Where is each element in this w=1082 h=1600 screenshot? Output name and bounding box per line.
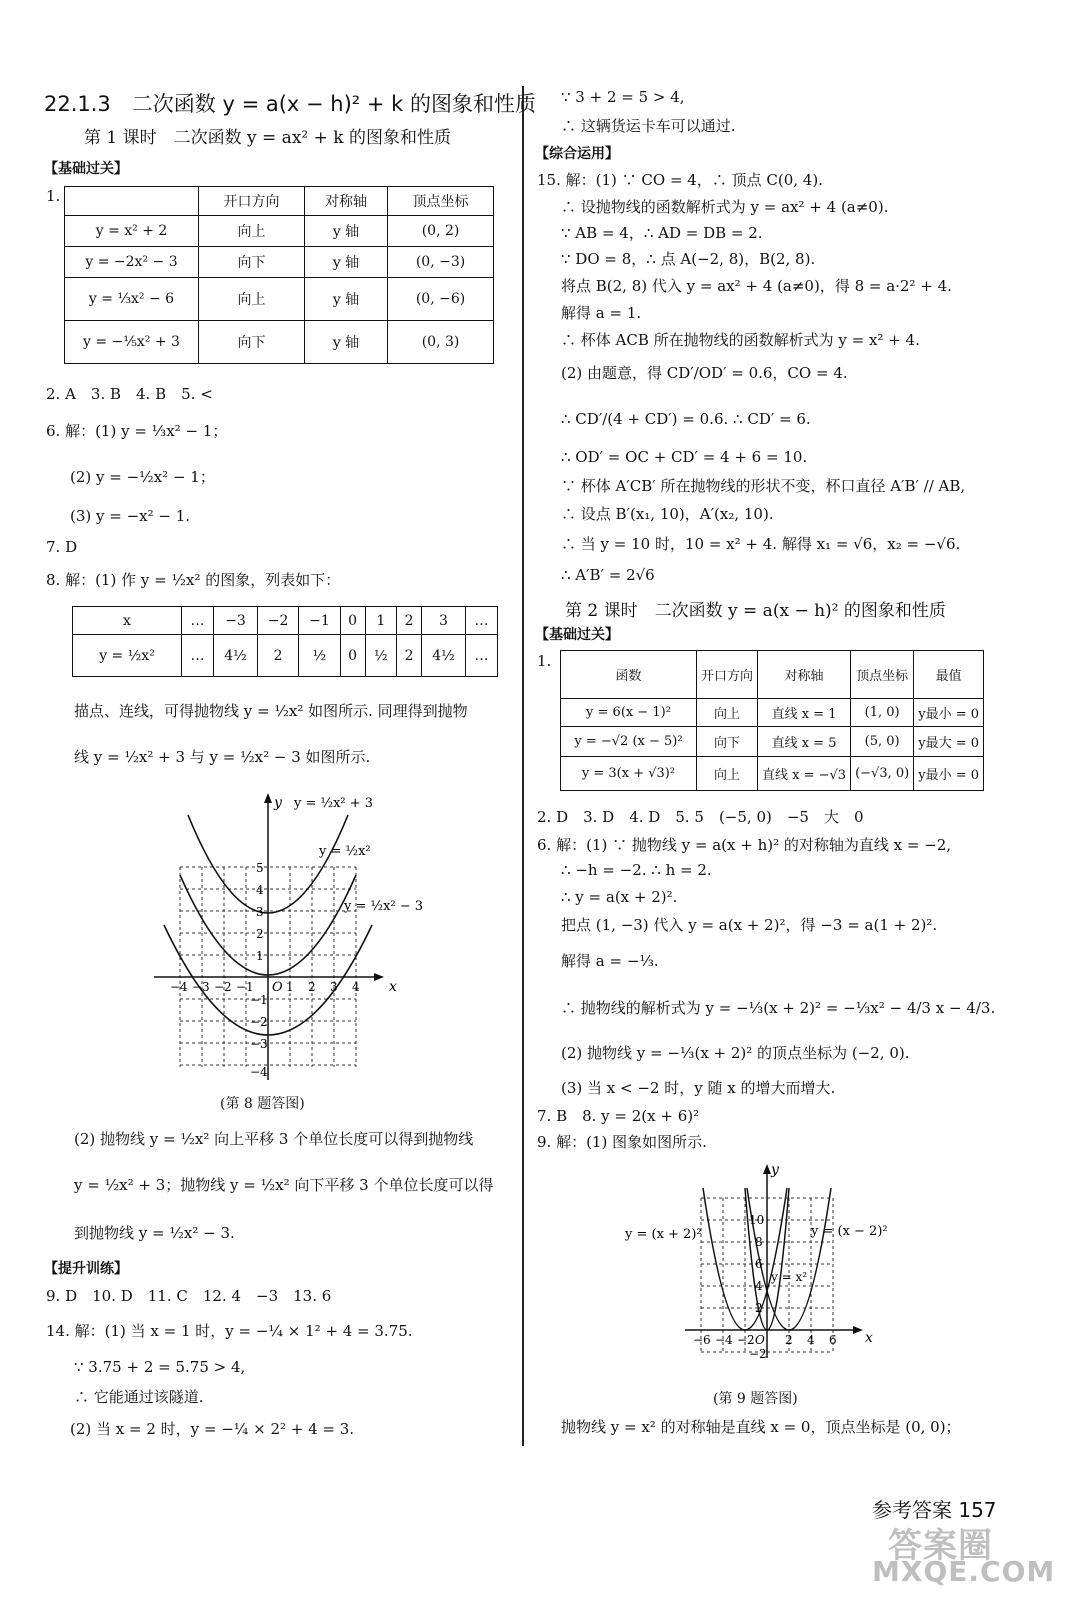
table-cell: 直线 x = 5 bbox=[758, 727, 851, 757]
answer-line: 将点 B(2, 8) 代入 y = ax² + 4 (a≠0)，得 8 = a·2² + 4. bbox=[561, 277, 952, 295]
answer-line: 7. D bbox=[46, 538, 78, 556]
table-1 bbox=[64, 186, 494, 364]
answer-line: ∴ 杯体 ACB 所在抛物线的函数解析式为 y = x² + 4. bbox=[561, 331, 920, 349]
fig8-ytick: 2 bbox=[256, 927, 264, 941]
answer-line: 解得 a = 1. bbox=[561, 304, 642, 322]
fig8-xtick: 3 bbox=[330, 980, 338, 994]
table-header: 函数 bbox=[561, 651, 697, 699]
answer-line: ∴ y = a(x + 2)². bbox=[561, 888, 678, 906]
table-cell: (0, 3) bbox=[388, 321, 494, 364]
answer-line: ∵ 杯体 A′CB′ 所在抛物线的形状不变，杯口直径 A′B′ // AB, bbox=[561, 477, 966, 495]
table-cell: 2 bbox=[397, 607, 422, 635]
table-cell: −2 bbox=[257, 607, 298, 635]
table-header: 开口方向 bbox=[696, 651, 757, 699]
table-header: 对称轴 bbox=[758, 651, 851, 699]
fig9-ylabel: y bbox=[771, 1162, 779, 1178]
table-cell: −1 bbox=[299, 607, 340, 635]
fig9-origin: O bbox=[755, 1333, 765, 1347]
answer-line: 线 y = ½x² + 3 与 y = ½x² − 3 如图所示. bbox=[74, 748, 371, 766]
table-cell: 0 bbox=[340, 635, 365, 677]
fig8-xtick: 4 bbox=[352, 980, 360, 994]
fig8-ytick: 3 bbox=[256, 905, 264, 919]
answer-line: ∵ DO = 8，∴ 点 A(−2, 8)，B(2, 8). bbox=[561, 250, 816, 268]
table-cell: … bbox=[182, 607, 214, 635]
lesson-subtitle-2: 第 2 课时 二次函数 y = a(x − h)² 的图象和性质 bbox=[565, 601, 946, 621]
fig9-y-arrow bbox=[763, 1164, 771, 1174]
table-cell: (1, 0) bbox=[851, 699, 914, 727]
table-cell: 直线 x = −√3 bbox=[758, 757, 851, 791]
fig9-xtick: 4 bbox=[807, 1333, 815, 1347]
answer-line: 解得 a = −⅓. bbox=[561, 952, 659, 970]
fig8-label-low: y = ½x² − 3 bbox=[344, 899, 424, 914]
column-divider bbox=[522, 86, 524, 1446]
fig8-xtick: −3 bbox=[192, 980, 210, 994]
table-cell: 3 bbox=[422, 607, 466, 635]
answer-line: (2) 由题意，得 CD′/OD′ = 0.6，CO = 4. bbox=[561, 364, 848, 382]
table-cell: y = ⅓x² − 6 bbox=[65, 278, 199, 321]
fig9-label-left: y = (x + 2)² bbox=[625, 1227, 702, 1242]
answer-line: ∴ 抛物线的解析式为 y = −⅓(x + 2)² = −⅓x² − 4/3 x − 4/3. bbox=[561, 999, 996, 1017]
answer-line: 9. 解：(1) 图象如图所示. bbox=[537, 1133, 707, 1151]
table-cell: 向上 bbox=[199, 278, 305, 321]
answer-line: 14. 解：(1) 当 x = 1 时，y = −¼ × 1² + 4 = 3.75. bbox=[46, 1322, 413, 1340]
fig8-ytick: −1 bbox=[250, 993, 268, 1007]
fig8-xtick: −1 bbox=[236, 980, 254, 994]
fig9-label-right: y = (x − 2)² bbox=[811, 1224, 888, 1239]
answer-line: ∴ A′B′ = 2√6 bbox=[561, 566, 655, 584]
answer-line: ∴ −h = −2. ∴ h = 2. bbox=[561, 861, 712, 879]
fig9-ytick: 6 bbox=[755, 1257, 763, 1271]
answer-line: 2. A 3. B 4. B 5. < bbox=[46, 385, 213, 403]
table-cell: 1 bbox=[365, 607, 396, 635]
fig9-caption: (第 9 题答图) bbox=[713, 1391, 798, 1407]
answer-line: ∵ AB = 4，∴ AD = DB = 2. bbox=[561, 224, 763, 242]
answer-line: ∴ 它能通过该隧道. bbox=[74, 1388, 204, 1406]
answer-line: 抛物线 y = x² 的对称轴是直线 x = 0，顶点坐标是 (0, 0)； bbox=[561, 1418, 961, 1436]
fig8-yticks bbox=[250, 861, 268, 1079]
fig8-xtick: 1 bbox=[286, 980, 294, 994]
fig8-ytick: 1 bbox=[256, 949, 264, 963]
lesson-subtitle: 第 1 课时 二次函数 y = ax² + k 的图象和性质 bbox=[84, 128, 451, 148]
fig9-ytick: 10 bbox=[749, 1213, 765, 1227]
table-cell: 向上 bbox=[199, 216, 305, 247]
answer-line: y = ½x² + 3；抛物线 y = ½x² 向下平移 3 个单位长度可以得 bbox=[74, 1176, 494, 1194]
table-cell: (0, −3) bbox=[388, 247, 494, 278]
table-cell: 向上 bbox=[696, 757, 757, 791]
answer-line: 把点 (1, −3) 代入 y = a(x + 2)²，得 −3 = a(1 + 2)². bbox=[561, 916, 938, 934]
answer-line: 6. 解：(1) ∵ 抛物线 y = a(x + h)² 的对称轴为直线 x = −2, bbox=[537, 836, 952, 854]
fig9-xtick: −6 bbox=[693, 1333, 711, 1347]
answer-line: ∵ 3.75 + 2 = 5.75 > 4, bbox=[74, 1358, 246, 1376]
table-cell: y 轴 bbox=[304, 216, 387, 247]
table-cell: y最小 = 0 bbox=[914, 757, 984, 791]
fig9-x-arrow bbox=[853, 1326, 863, 1334]
table-cell: (0, 2) bbox=[388, 216, 494, 247]
answer-line: ∴ 当 y = 10 时，10 = x² + 4. 解得 x₁ = √6，x₂ = −√6. bbox=[561, 535, 961, 553]
answer-line: ∴ OD′ = OC + CD′ = 4 + 6 = 10. bbox=[561, 448, 808, 466]
fig9-xtick: 6 bbox=[829, 1333, 837, 1347]
table-header: 对称轴 bbox=[304, 187, 387, 216]
fig8-ytick: −2 bbox=[250, 1015, 268, 1029]
answer-line: 9. D 10. D 11. C 12. 4 −3 13. 6 bbox=[46, 1287, 332, 1305]
table-cell: y = 6(x − 1)² bbox=[561, 699, 697, 727]
table-cell: 向下 bbox=[199, 247, 305, 278]
table-header: 顶点坐标 bbox=[388, 187, 494, 216]
table-cell: … bbox=[465, 635, 497, 677]
section-comprehensive: 【综合运用】 bbox=[535, 146, 619, 162]
answer-line: 6. 解：(1) y = ⅓x² − 1； bbox=[46, 422, 228, 440]
table-cell: y = −√2 (x − 5)² bbox=[561, 727, 697, 757]
page-number: 参考答案 157 bbox=[872, 1498, 997, 1522]
fig9-ytick: −2 bbox=[749, 1347, 767, 1361]
fig8-xtick: 2 bbox=[308, 980, 316, 994]
table-cell: (−√3, 0) bbox=[851, 757, 914, 791]
table-cell: y 轴 bbox=[304, 278, 387, 321]
answer-line: 15. 解：(1) ∵ CO = 4，∴ 顶点 C(0, 4). bbox=[537, 171, 823, 189]
q1-number: 1. bbox=[46, 187, 61, 205]
answer-line: 2. D 3. D 4. D 5. 5 (−5, 0) −5 大 0 bbox=[537, 808, 864, 826]
fig9-xlabel: x bbox=[865, 1330, 873, 1346]
table-cell: y 轴 bbox=[304, 321, 387, 364]
section-basic-2: 【基础过关】 bbox=[535, 627, 619, 643]
fig9-xtick: −2 bbox=[737, 1333, 755, 1347]
table-cell: y = ½x² bbox=[73, 635, 182, 677]
fig9-ytick: 8 bbox=[755, 1235, 763, 1249]
table-cell: 向上 bbox=[696, 699, 757, 727]
answer-line: (2) 抛物线 y = ½x² 向上平移 3 个单位长度可以得到抛物线 bbox=[74, 1130, 474, 1148]
table-cell: 向下 bbox=[199, 321, 305, 364]
fig8-xtick: −2 bbox=[214, 980, 232, 994]
table-3 bbox=[560, 650, 984, 791]
table-cell: −3 bbox=[214, 607, 258, 635]
fig8-ytick: 5 bbox=[256, 861, 264, 875]
fig9-xtick: 2 bbox=[785, 1333, 793, 1347]
answer-line: 7. B 8. y = 2(x + 6)² bbox=[537, 1107, 700, 1125]
fig9-label-mid: y = x² bbox=[771, 1270, 808, 1284]
section-title: 22.1.3 二次函数 y = a(x − h)² + k 的图象和性质 bbox=[44, 92, 536, 116]
fig9-xtick: −4 bbox=[715, 1333, 733, 1347]
table-cell: 2 bbox=[257, 635, 298, 677]
answer-line: ∴ 这辆货运卡车可以通过. bbox=[561, 117, 736, 135]
answer-line: (3) y = −x² − 1. bbox=[70, 507, 191, 525]
table-cell: y最小 = 0 bbox=[914, 699, 984, 727]
answer-line: (2) 当 x = 2 时，y = −¼ × 2² + 4 = 3. bbox=[70, 1420, 355, 1438]
answer-line: ∴ 设点 B′(x₁, 10)，A′(x₂, 10). bbox=[561, 505, 774, 523]
table-cell: y最大 = 0 bbox=[914, 727, 984, 757]
table-cell: … bbox=[182, 635, 214, 677]
table-cell: x bbox=[73, 607, 182, 635]
table-cell: 直线 x = 1 bbox=[758, 699, 851, 727]
table-header: 顶点坐标 bbox=[851, 651, 914, 699]
table-cell: 4½ bbox=[422, 635, 466, 677]
table-header: 开口方向 bbox=[199, 187, 305, 216]
section-basic: 【基础过关】 bbox=[44, 161, 128, 177]
figure-9 bbox=[625, 1158, 985, 1368]
answer-line: (3) 当 x < −2 时，y 随 x 的增大而增大. bbox=[561, 1079, 836, 1097]
fig8-ytick: 4 bbox=[256, 883, 264, 897]
answer-line: ∴ CD′/(4 + CD′) = 0.6. ∴ CD′ = 6. bbox=[561, 410, 811, 428]
table-header: 最值 bbox=[914, 651, 984, 699]
table-cell: y = −⅕x² + 3 bbox=[65, 321, 199, 364]
fig8-ylabel: y bbox=[274, 795, 282, 811]
figure-8 bbox=[144, 785, 424, 1085]
table-header bbox=[65, 187, 199, 216]
fig8-y-arrow bbox=[264, 793, 272, 803]
table-cell: y 轴 bbox=[304, 247, 387, 278]
table-cell: ½ bbox=[365, 635, 396, 677]
answer-line: (2) 抛物线 y = −⅓(x + 2)² 的顶点坐标为 (−2, 0). bbox=[561, 1044, 910, 1062]
table-2 bbox=[72, 606, 498, 677]
table-cell: y = −2x² − 3 bbox=[65, 247, 199, 278]
answer-line: ∵ 3 + 2 = 5 > 4, bbox=[561, 88, 685, 106]
fig8-origin: O bbox=[272, 980, 283, 995]
fig8-label-top: y = ½x² + 3 bbox=[294, 796, 374, 811]
table-cell: y = x² + 2 bbox=[65, 216, 199, 247]
table-cell: 0 bbox=[340, 607, 365, 635]
watermark-url: MXQE.COM bbox=[872, 1555, 1056, 1588]
answer-line: 描点、连线，可得抛物线 y = ½x² 如图所示. 同理得到抛物 bbox=[74, 702, 468, 720]
fig8-ytick: −3 bbox=[250, 1037, 268, 1051]
table-cell: ½ bbox=[299, 635, 340, 677]
fig8-label-mid: y = ½x² bbox=[319, 844, 371, 859]
watermark-logo: 答案圈 bbox=[888, 1526, 993, 1566]
fig9-ytick: 2 bbox=[755, 1301, 763, 1315]
q1-number-2: 1. bbox=[537, 652, 552, 670]
table-cell: 向下 bbox=[696, 727, 757, 757]
fig8-caption: (第 8 题答图) bbox=[220, 1096, 305, 1112]
fig8-xlabel: x bbox=[389, 979, 397, 995]
fig8-xticks bbox=[170, 980, 360, 994]
answer-line: 8. 解：(1) 作 y = ½x² 的图象，列表如下： bbox=[46, 571, 341, 589]
fig8-xtick: −4 bbox=[170, 980, 188, 994]
fig8-x-arrow bbox=[374, 973, 384, 981]
answer-line: 到抛物线 y = ½x² − 3. bbox=[74, 1224, 235, 1242]
fig8-ytick: −4 bbox=[250, 1065, 268, 1079]
fig9-ytick: 4 bbox=[755, 1279, 763, 1293]
answer-line: (2) y = −½x² − 1； bbox=[70, 468, 215, 486]
table-cell: y = 3(x + √3)² bbox=[561, 757, 697, 791]
answer-line: ∴ 设抛物线的函数解析式为 y = ax² + 4 (a≠0). bbox=[561, 198, 889, 216]
table-cell: 2 bbox=[397, 635, 422, 677]
table-cell: 4½ bbox=[214, 635, 258, 677]
table-cell: (0, −6) bbox=[388, 278, 494, 321]
section-improve: 【提升训练】 bbox=[44, 1261, 128, 1277]
table-cell: … bbox=[465, 607, 497, 635]
table-cell: (5, 0) bbox=[851, 727, 914, 757]
